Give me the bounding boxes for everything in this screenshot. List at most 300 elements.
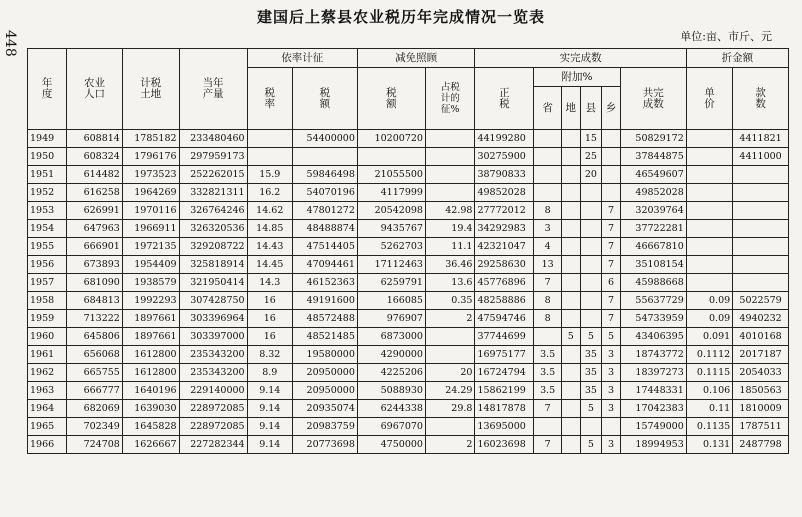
table-cell: 329208722 — [179, 238, 247, 256]
table-cell: 0.106 — [686, 382, 732, 400]
table-cell: 321950414 — [179, 274, 247, 292]
table-cell — [562, 166, 581, 184]
table-cell: 8 — [534, 310, 562, 328]
table-cell: 47094461 — [292, 256, 357, 274]
table-cell: 7 — [602, 256, 621, 274]
table-cell: 166085 — [357, 292, 425, 310]
table-cell: 1639030 — [122, 400, 179, 418]
table-cell: 713222 — [67, 310, 123, 328]
table-cell — [292, 148, 357, 166]
page-number: 448 — [2, 30, 18, 57]
table-cell: 1612800 — [122, 364, 179, 382]
table-cell: 2017187 — [733, 346, 789, 364]
table-cell: 1954409 — [122, 256, 179, 274]
table-cell — [602, 184, 621, 202]
table-cell: 49191600 — [292, 292, 357, 310]
table-cell: 4940232 — [733, 310, 789, 328]
table-cell: 30275900 — [475, 148, 534, 166]
table-cell: 3 — [602, 436, 621, 454]
table-cell: 1950 — [28, 148, 67, 166]
table-cell: 3 — [534, 220, 562, 238]
table-row — [28, 292, 789, 310]
table-cell: 35108154 — [620, 256, 686, 274]
table-cell: 666777 — [67, 382, 123, 400]
table-cell: 54400000 — [292, 130, 357, 148]
table-cell: 0.35 — [425, 292, 474, 310]
table-cell — [686, 220, 732, 238]
table-cell: 16 — [247, 310, 292, 328]
table-cell: 20935074 — [292, 400, 357, 418]
table-cell: 11.1 — [425, 238, 474, 256]
table-cell: 35 — [580, 382, 602, 400]
table-cell: 15.9 — [247, 166, 292, 184]
table-cell: 614482 — [67, 166, 123, 184]
table-cell — [562, 436, 581, 454]
table-row — [28, 202, 789, 220]
table-cell: 17448331 — [620, 382, 686, 400]
table-cell: 43406395 — [620, 328, 686, 346]
table-cell — [425, 418, 474, 436]
table-cell: 7 — [534, 436, 562, 454]
table-row — [28, 328, 789, 346]
table-row — [28, 238, 789, 256]
table-cell: 608324 — [67, 148, 123, 166]
table-row — [28, 364, 789, 382]
table-row — [28, 274, 789, 292]
table-cell: 616258 — [67, 184, 123, 202]
table-cell: 7 — [602, 202, 621, 220]
table-cell — [580, 184, 602, 202]
table-cell: 16.2 — [247, 184, 292, 202]
table-cell: 5 — [580, 328, 602, 346]
table-cell — [562, 256, 581, 274]
table-cell: 48521485 — [292, 328, 357, 346]
table-cell: 55637729 — [620, 292, 686, 310]
table-cell — [733, 202, 789, 220]
table-cell: 1959 — [28, 310, 67, 328]
tax-table — [27, 48, 789, 454]
table-cell: 303397000 — [179, 328, 247, 346]
table-cell — [562, 418, 581, 436]
header-county: 县 — [580, 87, 602, 130]
table-cell: 1785182 — [122, 130, 179, 148]
table-cell: 326320536 — [179, 220, 247, 238]
header-year: 年 度 — [28, 49, 67, 130]
table-cell: 7 — [534, 274, 562, 292]
table-row — [28, 400, 789, 418]
table-cell: 326764246 — [179, 202, 247, 220]
table-cell: 673893 — [67, 256, 123, 274]
header-surcharge: 附加% — [534, 68, 621, 87]
table-cell — [733, 274, 789, 292]
table-cell — [686, 166, 732, 184]
table-cell: 647963 — [67, 220, 123, 238]
table-cell: 47801272 — [292, 202, 357, 220]
table-cell: 15862199 — [475, 382, 534, 400]
table-cell: 16 — [247, 292, 292, 310]
table-cell — [425, 148, 474, 166]
table-cell: 0.131 — [686, 436, 732, 454]
table-cell: 0.1115 — [686, 364, 732, 382]
table-cell: 20 — [580, 166, 602, 184]
table-cell: 5088930 — [357, 382, 425, 400]
table-cell: 1938579 — [122, 274, 179, 292]
table-cell — [686, 274, 732, 292]
table-cell: 59846498 — [292, 166, 357, 184]
table-cell: 8.9 — [247, 364, 292, 382]
table-cell — [357, 148, 425, 166]
table-cell: 50829172 — [620, 130, 686, 148]
table-cell: 0.091 — [686, 328, 732, 346]
table-cell: 21055500 — [357, 166, 425, 184]
table-cell: 5022579 — [733, 292, 789, 310]
table-cell: 235343200 — [179, 346, 247, 364]
table-cell — [534, 148, 562, 166]
table-cell: 1965 — [28, 418, 67, 436]
table-cell: 4750000 — [357, 436, 425, 454]
table-cell: 14.43 — [247, 238, 292, 256]
table-cell: 3.5 — [534, 382, 562, 400]
table-cell — [534, 184, 562, 202]
table-cell: 29258630 — [475, 256, 534, 274]
table-cell: 6873000 — [357, 328, 425, 346]
header-main-tax: 正 税 — [475, 68, 534, 130]
table-cell: 54070196 — [292, 184, 357, 202]
table-cell: 38790833 — [475, 166, 534, 184]
header-land: 计税 土地 — [122, 49, 179, 130]
table-cell: 1949 — [28, 130, 67, 148]
table-cell: 1645828 — [122, 418, 179, 436]
table-cell: 9.14 — [247, 418, 292, 436]
table-cell: 1962 — [28, 364, 67, 382]
table-cell: 36.46 — [425, 256, 474, 274]
table-cell: 47514405 — [292, 238, 357, 256]
table-cell: 14.62 — [247, 202, 292, 220]
table-cell — [562, 292, 581, 310]
table-cell: 14.85 — [247, 220, 292, 238]
table-cell: 4117999 — [357, 184, 425, 202]
table-cell: 5 — [580, 400, 602, 418]
header-township: 乡 — [602, 87, 621, 130]
table-cell — [247, 130, 292, 148]
table-cell — [562, 184, 581, 202]
table-cell — [580, 274, 602, 292]
table-cell: 45988668 — [620, 274, 686, 292]
table-cell: 3 — [602, 400, 621, 418]
table-cell: 1850563 — [733, 382, 789, 400]
table-cell: 20983759 — [292, 418, 357, 436]
table-cell: 3 — [602, 382, 621, 400]
table-cell: 16975177 — [475, 346, 534, 364]
table-cell: 4411821 — [733, 130, 789, 148]
table-cell: 0.1112 — [686, 346, 732, 364]
table-cell: 10200720 — [357, 130, 425, 148]
table-cell: 9.14 — [247, 436, 292, 454]
table-cell: 32039764 — [620, 202, 686, 220]
table-cell: 4225206 — [357, 364, 425, 382]
table-cell: 684813 — [67, 292, 123, 310]
table-cell: 8.32 — [247, 346, 292, 364]
table-cell — [686, 202, 732, 220]
table-cell: 34292983 — [475, 220, 534, 238]
table-row — [28, 148, 789, 166]
table-cell: 1810009 — [733, 400, 789, 418]
table-cell: 1953 — [28, 202, 67, 220]
table-cell — [580, 310, 602, 328]
table-cell: 7 — [602, 220, 621, 238]
table-cell: 1612800 — [122, 346, 179, 364]
table-cell — [562, 202, 581, 220]
table-cell: 49852028 — [475, 184, 534, 202]
table-cell: 3.5 — [534, 364, 562, 382]
table-cell: 19.4 — [425, 220, 474, 238]
table-cell: 8 — [534, 292, 562, 310]
table-cell: 4 — [534, 238, 562, 256]
table-cell — [580, 220, 602, 238]
table-cell — [580, 202, 602, 220]
table-row — [28, 382, 789, 400]
table-cell: 25 — [580, 148, 602, 166]
table-cell: 7 — [602, 292, 621, 310]
table-cell: 46667810 — [620, 238, 686, 256]
unit-label: 单位:亩、市斤、元 — [680, 30, 772, 43]
table-cell: 1964 — [28, 400, 67, 418]
table-cell: 1970116 — [122, 202, 179, 220]
table-cell: 233480460 — [179, 130, 247, 148]
table-cell: 325818914 — [179, 256, 247, 274]
table-cell: 16023698 — [475, 436, 534, 454]
table-cell — [562, 148, 581, 166]
table-cell: 1951 — [28, 166, 67, 184]
table-cell: 976907 — [357, 310, 425, 328]
table-cell — [602, 130, 621, 148]
table-row — [28, 184, 789, 202]
table-cell — [686, 184, 732, 202]
table-cell: 15 — [580, 130, 602, 148]
table-cell: 8 — [534, 202, 562, 220]
table-cell: 6259791 — [357, 274, 425, 292]
table-cell: 724708 — [67, 436, 123, 454]
table-cell: 18397273 — [620, 364, 686, 382]
table-cell: 228972085 — [179, 400, 247, 418]
table-cell: 54733959 — [620, 310, 686, 328]
table-cell: 37722281 — [620, 220, 686, 238]
table-cell: 17112463 — [357, 256, 425, 274]
table-cell: 46549607 — [620, 166, 686, 184]
table-row — [28, 346, 789, 364]
header-total: 共完 成数 — [620, 68, 686, 130]
table-cell — [580, 418, 602, 436]
table-cell — [562, 220, 581, 238]
table-cell: 1955 — [28, 238, 67, 256]
table-cell: 1961 — [28, 346, 67, 364]
table-cell — [580, 292, 602, 310]
table-cell: 3 — [602, 346, 621, 364]
table-cell: 626991 — [67, 202, 123, 220]
table-cell: 35 — [580, 346, 602, 364]
table-cell: 2054033 — [733, 364, 789, 382]
table-cell — [562, 238, 581, 256]
table-cell: 49852028 — [620, 184, 686, 202]
header-reduce-amount: 税 额 — [357, 68, 425, 130]
table-cell — [562, 364, 581, 382]
table-cell — [733, 256, 789, 274]
table-cell: 1787511 — [733, 418, 789, 436]
table-cell: 1963 — [28, 382, 67, 400]
table-cell: 1956 — [28, 256, 67, 274]
table-body — [28, 130, 789, 454]
table-cell: 24.29 — [425, 382, 474, 400]
table-cell: 7 — [534, 400, 562, 418]
table-cell: 4411000 — [733, 148, 789, 166]
header-province: 省 — [534, 87, 562, 130]
table-cell: 18994953 — [620, 436, 686, 454]
table-cell — [733, 220, 789, 238]
table-row — [28, 310, 789, 328]
table-cell: 9.14 — [247, 382, 292, 400]
table-cell — [733, 184, 789, 202]
table-cell: 14.45 — [247, 256, 292, 274]
table-cell: 0.11 — [686, 400, 732, 418]
table-cell: 665755 — [67, 364, 123, 382]
table-cell: 42321047 — [475, 238, 534, 256]
table-cell: 227282344 — [179, 436, 247, 454]
table-cell: 1897661 — [122, 328, 179, 346]
table-cell: 7 — [602, 238, 621, 256]
table-cell: 18743772 — [620, 346, 686, 364]
table-cell: 17042383 — [620, 400, 686, 418]
table-cell — [733, 238, 789, 256]
table-cell — [534, 130, 562, 148]
table-cell: 2 — [425, 436, 474, 454]
table-cell: 45776896 — [475, 274, 534, 292]
table-cell: 48572488 — [292, 310, 357, 328]
header-actual: 实完成数 — [475, 49, 686, 68]
table-cell: 4290000 — [357, 346, 425, 364]
table-cell — [686, 238, 732, 256]
table-cell: 1992293 — [122, 292, 179, 310]
table-cell: 5 — [562, 328, 581, 346]
table-cell: 20542098 — [357, 202, 425, 220]
page-title: 建国后上蔡县农业税历年完成情况一览表 — [256, 8, 545, 26]
table-cell: 332821311 — [179, 184, 247, 202]
table-cell: 682069 — [67, 400, 123, 418]
table-cell: 37744699 — [475, 328, 534, 346]
table-cell: 20773698 — [292, 436, 357, 454]
table-cell: 228972085 — [179, 418, 247, 436]
table-cell — [534, 418, 562, 436]
table-cell: 1966 — [28, 436, 67, 454]
table-cell: 6244338 — [357, 400, 425, 418]
table-cell: 13.6 — [425, 274, 474, 292]
table-cell: 656068 — [67, 346, 123, 364]
table-row — [28, 166, 789, 184]
table-cell: 15749000 — [620, 418, 686, 436]
table-cell: 0.1135 — [686, 418, 732, 436]
table-cell: 608814 — [67, 130, 123, 148]
table-cell — [562, 130, 581, 148]
table-cell — [425, 130, 474, 148]
table-cell — [562, 382, 581, 400]
table-cell: 3.5 — [534, 346, 562, 364]
table-row — [28, 436, 789, 454]
header-prefecture: 地 — [562, 87, 581, 130]
header-money: 款 数 — [733, 68, 789, 130]
table-cell — [602, 148, 621, 166]
table-cell: 48258886 — [475, 292, 534, 310]
table-cell: 4010168 — [733, 328, 789, 346]
table-cell: 5 — [602, 328, 621, 346]
table-cell: 1952 — [28, 184, 67, 202]
table-cell: 35 — [580, 364, 602, 382]
table-row — [28, 418, 789, 436]
table-cell: 20950000 — [292, 364, 357, 382]
table-cell: 14.3 — [247, 274, 292, 292]
table-cell: 47594746 — [475, 310, 534, 328]
table-cell: 1626667 — [122, 436, 179, 454]
table-cell: 0.09 — [686, 310, 732, 328]
table-cell — [534, 328, 562, 346]
table-cell: 5 — [580, 436, 602, 454]
table-cell: 20950000 — [292, 382, 357, 400]
table-row — [28, 220, 789, 238]
table-cell — [733, 166, 789, 184]
table-cell — [686, 148, 732, 166]
table-cell — [562, 274, 581, 292]
header-lawful: 依率计征 — [247, 49, 357, 68]
table-cell — [602, 166, 621, 184]
table-cell — [247, 148, 292, 166]
table-cell: 44199280 — [475, 130, 534, 148]
table-cell: 16 — [247, 328, 292, 346]
table-cell: 1958 — [28, 292, 67, 310]
table-cell: 6 — [602, 274, 621, 292]
table-cell: 5262703 — [357, 238, 425, 256]
table-cell: 1954 — [28, 220, 67, 238]
header-convert: 折金额 — [686, 49, 788, 68]
table-cell: 702349 — [67, 418, 123, 436]
table-cell: 229140000 — [179, 382, 247, 400]
table-cell: 1964269 — [122, 184, 179, 202]
table-cell: 1957 — [28, 274, 67, 292]
table-cell: 303396964 — [179, 310, 247, 328]
table-cell: 0.09 — [686, 292, 732, 310]
header-rate: 税 率 — [247, 68, 292, 130]
table-cell — [580, 238, 602, 256]
table-cell: 1640196 — [122, 382, 179, 400]
table-cell: 48488874 — [292, 220, 357, 238]
table-cell: 2487798 — [733, 436, 789, 454]
table-cell — [562, 400, 581, 418]
table-cell: 42.98 — [425, 202, 474, 220]
table-cell: 9435767 — [357, 220, 425, 238]
table-cell: 645806 — [67, 328, 123, 346]
table-cell: 1897661 — [122, 310, 179, 328]
table-cell: 13695000 — [475, 418, 534, 436]
table-cell: 3 — [602, 364, 621, 382]
table-cell: 681090 — [67, 274, 123, 292]
table-cell — [425, 328, 474, 346]
header-tax: 税 额 — [292, 68, 357, 130]
header-output: 当年 产量 — [179, 49, 247, 130]
table-cell: 19580000 — [292, 346, 357, 364]
table-row — [28, 256, 789, 274]
table-cell: 2 — [425, 310, 474, 328]
table-cell — [562, 310, 581, 328]
table-cell: 6967070 — [357, 418, 425, 436]
table-cell: 252262015 — [179, 166, 247, 184]
table-cell: 14817878 — [475, 400, 534, 418]
